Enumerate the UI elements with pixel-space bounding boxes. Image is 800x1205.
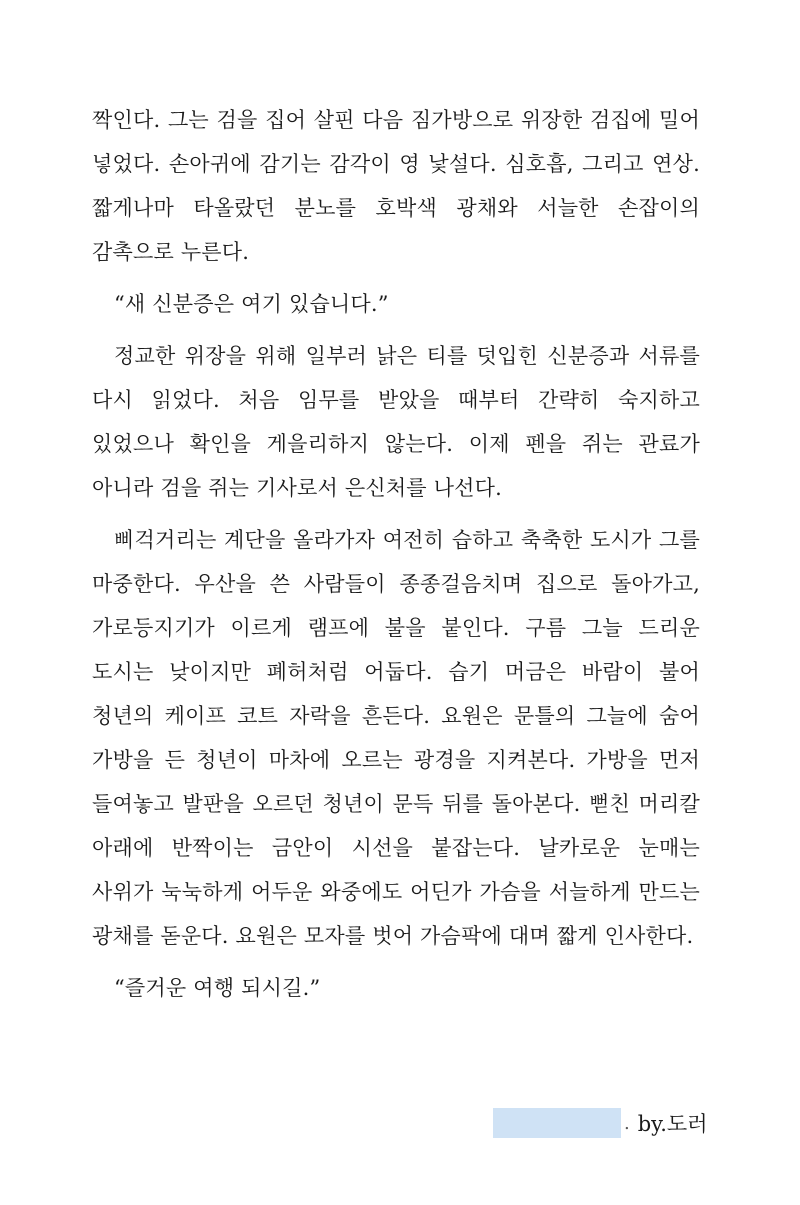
dialogue-line-2: “즐거운 여행 되시길.” (114, 976, 321, 1000)
story-body (92, 98, 700, 1010)
footer (493, 1108, 708, 1138)
redacted-highlight-box (493, 1108, 621, 1138)
paragraph-2: 정교한 위장을 위해 일부러 낡은 티를 덧입힌 신분증과 서류를 다시 읽었다. 처음 임무를 받았을 때부터 간략히 숙지하고 있었으나 확인을 게을리하지 않는다. 이제 펜을 쥐는 관료가 아니라 검을 쥐는 기사로서 은신처를 나선다. (92, 344, 700, 500)
footer-dot: . (624, 1112, 630, 1134)
dialogue-line-1: “새 신분증은 여기 있습니다.” (114, 292, 389, 316)
author-signature: by.도러 (637, 1112, 708, 1136)
paragraph-1: 짝인다. 그는 검을 집어 살핀 다음 짐가방으로 위장한 검집에 밀어 넣었다. 손아귀에 감기는 감각이 영 낯설다. 심호흡, 그리고 연상. 짧게나마 타올랐던 분노를 호박색 광채와 서늘한 손잡이의 감촉으로 누른다. (92, 108, 700, 264)
paragraph-3: 삐걱거리는 계단을 올라가자 여전히 습하고 축축한 도시가 그를 마중한다. 우산을 쓴 사람들이 종종걸음치며 집으로 돌아가고, 가로등지기가 이르게 램프에 불을 붙인다. 구름 그늘 드리운 도시는 낮이지만 폐허처럼 어둡다. 습기 머금은 바람이 불어 청년의 케이프 코트 자락을 흔든다. 요원은 문틀의 그늘에 숨어 가방을 든 청년이 마차에 오르는 광경을 지켜본다. 가방을 먼저 들여놓고 발판을 오르던 청년이 문득 뒤를 돌아본다. 뻗친 머리칼 아래에 반짝이는 금안이 시선을 붙잡는다. 날카로운 눈매는 사위가 눅눅하게 어두운 와중에도 어딘가 가슴을 서늘하게 만드는 광채를 돋운다. 요원은 모자를 벗어 가슴팍에 대며 짧게 인사한다. (92, 528, 700, 948)
